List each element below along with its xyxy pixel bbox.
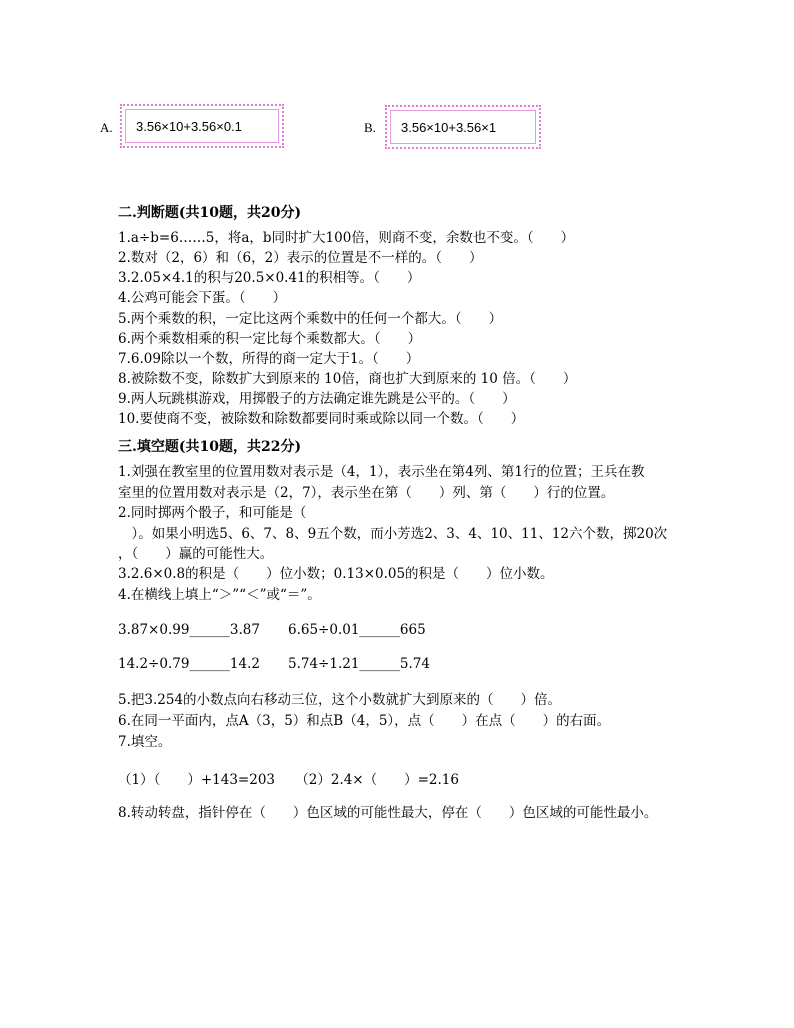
compare-row1-left: 3.87×0.99______3.87 xyxy=(118,622,260,638)
judge-item-8: 8.被除数不变，除数扩大到原来的 10倍，商也扩大到原来的 10 倍。（ ） xyxy=(118,371,577,387)
judge-item-10: 10.要使商不变，被除数和除数都要同时乘或除以同一个数。（ ） xyxy=(118,411,525,427)
option-b-label: B. xyxy=(364,120,376,135)
option-b-expression: 3.56×10+3.56×1 xyxy=(390,110,536,144)
judge-item-5: 5.两个乘数的积，一定比这两个乘数中的任何一个都大。（ ） xyxy=(118,311,503,327)
judge-item-2: 2.数对（2，6）和（6，2）表示的位置是不一样的。（ ） xyxy=(118,250,483,266)
section2-title: 二.判断题(共10题，共20分) xyxy=(118,205,302,221)
judge-item-9: 9.两人玩跳棋游戏，用掷骰子的方法确定谁先跳是公平的。（ ） xyxy=(118,391,516,407)
fill-q4: 4.在横线上填上“＞”“＜”或“＝”。 xyxy=(118,587,321,603)
option-a-expression: 3.56×10+3.56×0.1 xyxy=(125,109,279,143)
section3-title: 三.填空题(共10题，共22分) xyxy=(118,439,302,455)
judge-item-6: 6.两个乘数相乘的积一定比每个乘数都大。（ ） xyxy=(118,331,422,347)
fill-q1-line2: 室里的位置用数对表示是（2，7），表示坐在第（ ）列、第（ ）行的位置。 xyxy=(118,485,615,501)
judge-item-1: 1.a÷b=6……5，将a，b同时扩大100倍，则商不变，余数也不变。（ ） xyxy=(118,230,575,246)
fill-q7-subitems: （1）（ ）+143=203 （2）2.4×（ ）=2.16 xyxy=(118,772,459,788)
fill-q2-line3: ，（ ）赢的可能性大。 xyxy=(118,546,274,562)
fill-q7: 7.填空。 xyxy=(118,734,172,750)
option-b-box xyxy=(385,105,541,149)
fill-q1-line1: 1.刘强在教室里的位置用数对表示是（4，1），表示坐在第4列、第1行的位置；王兵在教 xyxy=(118,464,645,480)
fill-q6: 6.在同一平面内，点A（3，5）和点B（4，5），点（ ）在点（ ）的右面。 xyxy=(118,713,611,729)
fill-q2-line1: 2.同时掷两个骰子，和可能是（ xyxy=(118,505,307,521)
judge-item-3: 3.2.05×4.1的积与20.5×0.41的积相等。（ ） xyxy=(118,270,421,286)
fill-q8: 8.转动转盘，指针停在（ ）色区域的可能性最大，停在（ ）色区域的可能性最小。 xyxy=(118,805,658,821)
fill-q3: 3.2.6×0.8的积是（ ）位小数；0.13×0.05的积是（ ）位小数。 xyxy=(118,566,554,582)
compare-row2-right: 5.74÷1.21______5.74 xyxy=(288,656,430,672)
compare-row1-right: 6.65÷0.01______665 xyxy=(288,622,426,638)
judge-item-7: 7.6.09除以一个数，所得的商一定大于1。（ ） xyxy=(118,351,420,367)
compare-row2-left: 14.2÷0.79______14.2 xyxy=(118,656,260,672)
fill-q5: 5.把3.254的小数点向右移动三位，这个小数就扩大到原来的（ ）倍。 xyxy=(118,692,562,708)
fill-q2-line2: ）。如果小明选5、6、7、8、9五个数，而小芳选2、3、4、10、11、12六个数，掷20次 xyxy=(118,526,668,542)
option-a-label: A. xyxy=(100,120,113,135)
option-a-box xyxy=(120,104,284,148)
judge-item-4: 4.公鸡可能会下蛋。（ ） xyxy=(118,290,287,306)
